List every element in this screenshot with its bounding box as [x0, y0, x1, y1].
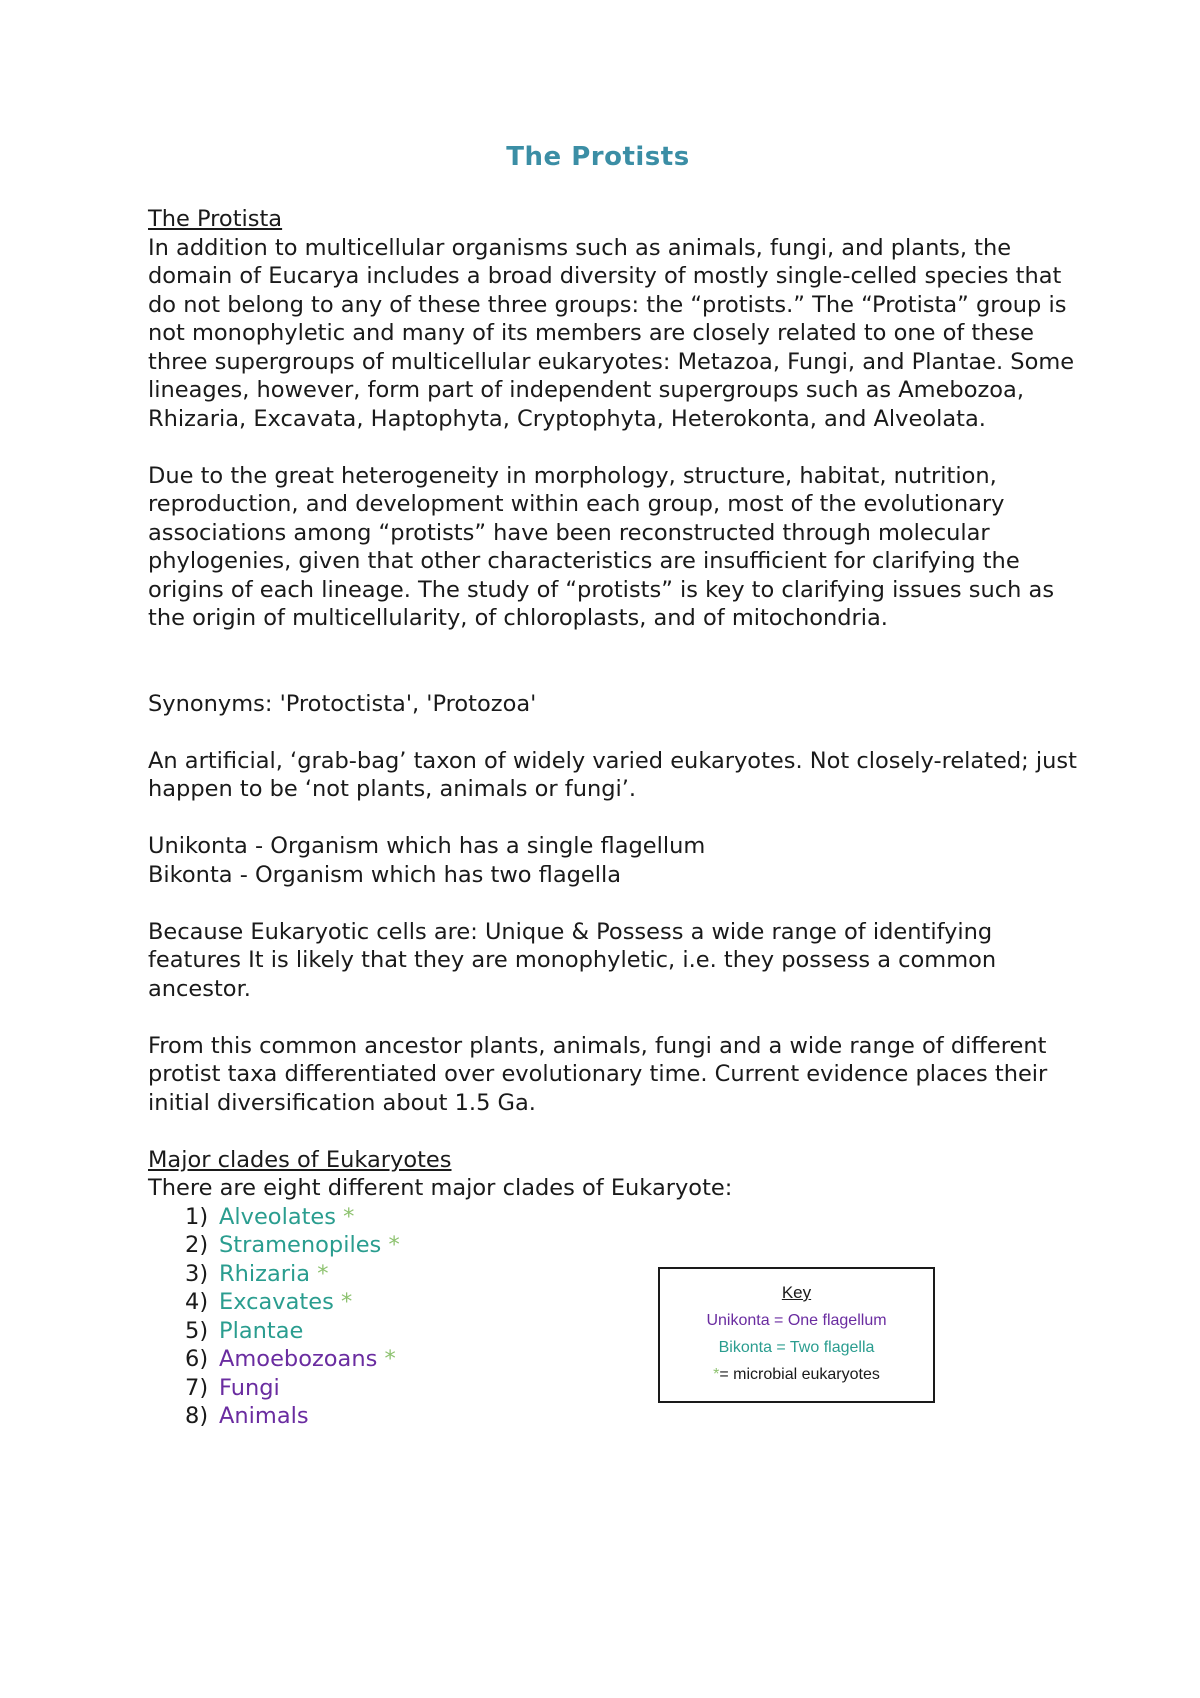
clade-name: Amoebozoans [219, 1346, 378, 1372]
key-unikonta: Unikonta = One flagellum [706, 1312, 887, 1329]
paragraph-heterogeneity: Due to the great heterogeneity in morphology, structure, habitat, nutrition, reproduction, and development within each group, most of the evolutionary associations among “protists” have been reconstructed through molecular phylogenies, given that other characteristics are insufficient for clarifying the origins of each lineage. The study of “protists” is key to clarifying issues such as the origin of multicellularity, of chloroplasts, and of mitochondria. [148, 462, 1055, 631]
star-marker: * [713, 1366, 720, 1383]
key-bikonta: Bikonta = Two flagella [718, 1339, 875, 1356]
clades-intro: There are eight different major clades of Eukaryote: [148, 1175, 733, 1201]
star-marker: * [340, 1289, 353, 1315]
list-item: 3) Rhizaria * [185, 1260, 329, 1287]
list-item: 4) Excavates * [185, 1289, 353, 1315]
star-marker: * [343, 1203, 355, 1230]
star-marker: * [384, 1346, 396, 1372]
clade-name: Plantae [219, 1317, 304, 1344]
list-item: 8) Animals [185, 1403, 309, 1429]
clade-name: Excavates [219, 1289, 334, 1315]
section-heading-clades: Major clades of Eukaryotes [148, 1146, 452, 1173]
bikonta-definition: Bikonta - Organism which has two flagella [148, 861, 622, 888]
clade-name: Alveolates [219, 1203, 336, 1230]
list-item: 5) Plantae [185, 1317, 304, 1344]
section-heading-protista: The Protista [148, 206, 283, 232]
clade-name: Stramenopiles [219, 1232, 382, 1258]
list-item: 1) Alveolates * [185, 1203, 355, 1230]
clade-name: Fungi [219, 1374, 280, 1401]
paragraph-monophyletic: Because Eukaryotic cells are: Unique & Possess a wide range of identifying features It is likely that they are monophyletic, i.e. they possess a common ancestor. [148, 918, 997, 1002]
key-legend-box [658, 1267, 935, 1403]
list-item: 2) Stramenopiles * [185, 1232, 400, 1258]
list-item: 6) Amoebozoans * [185, 1346, 396, 1372]
synonyms-line: Synonyms: 'Protoctista', 'Protozoa' [148, 690, 537, 717]
body-text [148, 205, 1078, 1431]
clade-name: Animals [219, 1403, 309, 1429]
star-marker: * [317, 1260, 329, 1287]
unikonta-definition: Unikonta - Organism which has a single flagellum [148, 833, 706, 859]
list-item: 7) Fungi [185, 1374, 280, 1401]
page-title: The Protists [506, 142, 690, 172]
paragraph-protista-intro: In addition to multicellular organisms such as animals, fungi, and plants, the domain of Eucarya includes a broad diversity of mostly single-celled species that do not belong to any of these three groups: the “protists.” The “Protista” group is not monophyletic and many of its members are closely related to one of these three supergroups of multicellular eukaryotes: Metazoa, Fungi, and Plantae. Some lineages, however, form part of independent supergroups such as Amebozoa, Rhizaria, Excavata, Haptophyta, Cryptophyta, Heterokonta, and Alveolata. [148, 234, 1075, 432]
paragraph-common-ancestor: From this common ancestor plants, animals, fungi and a wide range of different protist taxa differentiated over evolutionary time. Current evidence places their initial diversification about 1.5 Ga. [148, 1032, 1048, 1116]
paragraph-artificial-taxon: An artificial, ‘grab-bag’ taxon of widely varied eukaryotes. Not closely-related; just happen to be ‘not plants, animals or fungi’. [148, 747, 1077, 802]
star-marker: * [388, 1232, 400, 1258]
key-microbial: *= microbial eukaryotes [713, 1366, 880, 1383]
key-title: Key [781, 1283, 812, 1302]
clades-list [148, 1203, 1078, 1431]
clade-name: Rhizaria [219, 1260, 311, 1287]
